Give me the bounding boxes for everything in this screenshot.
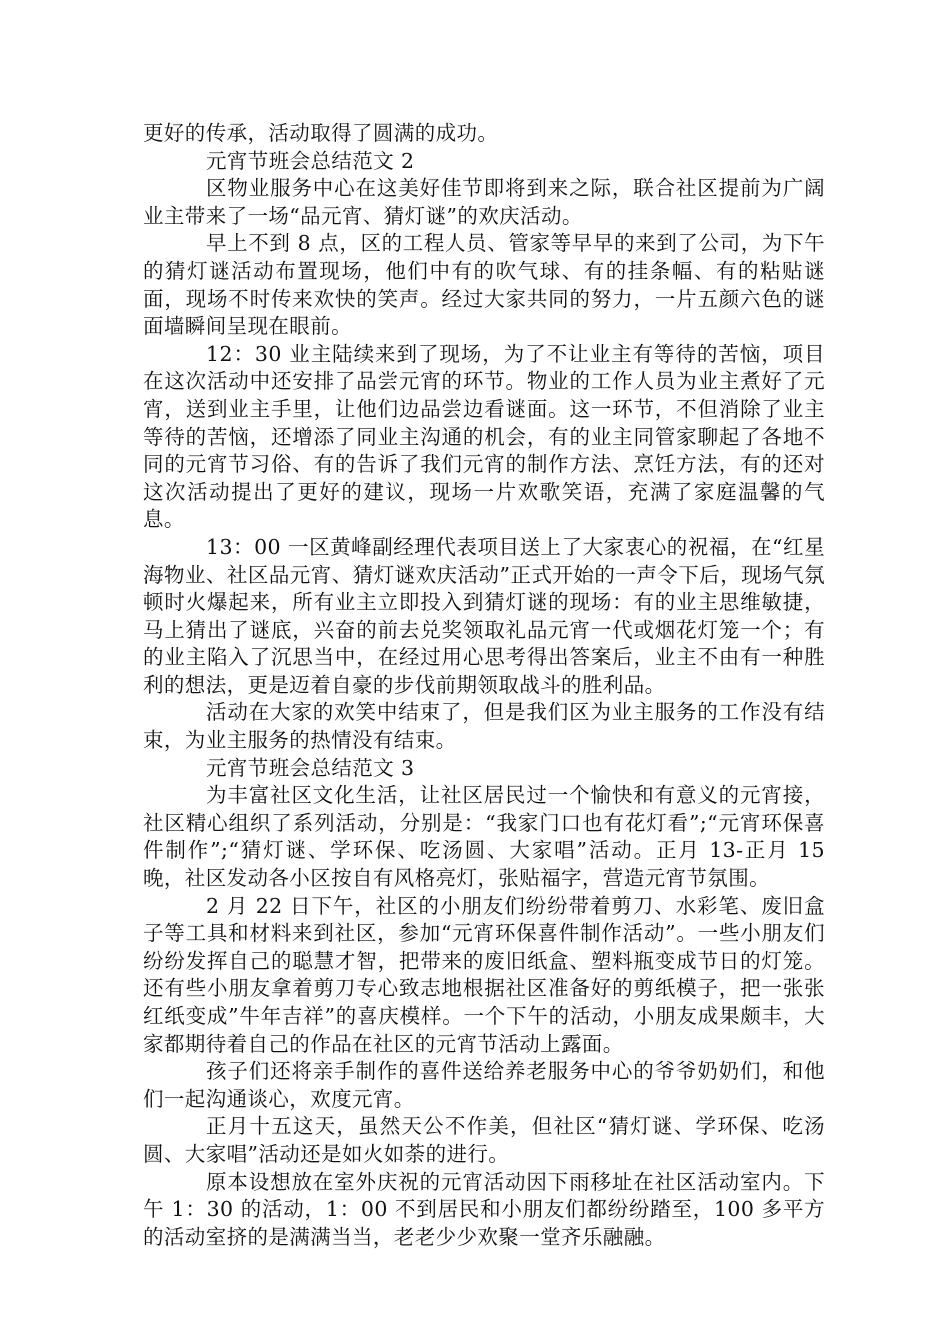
paragraph: 为丰富社区文化生活，让社区居民过一个愉快和有意义的元宵接，社区精心组织了系列活动，分别是：“我家门口也有花灯看”;“元宵环保喜件制作”;“猜灯谜、学环保、吃汤圆、大家唱”活动。正月 13-正月 15 晚，社区发动各小区按自有风格亮灯，张贴福字，营造元宵节氛围。 [143, 783, 825, 891]
paragraph: 原本设想放在室外庆祝的元宵活动因下雨移址在社区活动室内。下午 1：30 的活动，1：00 不到居民和小朋友们都纷纷踏至，100 多平方的活动室挤的是满满当当，老老少少欢聚一堂齐乐融融。 [143, 1169, 825, 1249]
paragraph-continuation: 更好的传承，活动取得了圆满的成功。 [143, 121, 499, 145]
paragraph: 活动在大家的欢笑中结束了，但是我们区为业主服务的工作没有结束，为业主服务的热情没有结束。 [143, 700, 825, 753]
paragraph: 区物业服务中心在这美好佳节即将到来之际，联合社区提前为广阔业主带来了一场“品元宵、猜灯谜”的欢庆活动。 [143, 176, 825, 228]
document-body [143, 120, 825, 1251]
paragraph: 12：30 业主陆续来到了现场，为了不让业主有等待的苦恼，项目在这次活动中还安排了品尝元宵的环节。物业的工作人员为业主煮好了元宵，送到业主手里，让他们边品尝边看谜面。这一环节，不但消除了业主等待的苦恼，还增添了同业主沟通的机会，有的业主同管家聊起了各地不同的元宵节习俗、有的告诉了我们元宵的制作方法、烹饪方法，有的还对这次活动提出了更好的建议，现场一片欢歌笑语，充满了家庭温馨的气息。 [143, 341, 825, 532]
section-heading-3: 元宵节班会总结范文 3 [206, 755, 415, 780]
paragraph: 早上不到 8 点，区的工程人员、管家等早早的来到了公司，为下午的猜灯谜活动布置现场，他们中有的吹气球、有的挂条幅、有的粘贴谜面，现场不时传来欢快的笑声。经过大家共同的努力，一片五颜六色的谜面墙瞬间呈现在眼前。 [143, 231, 825, 339]
section-heading-2: 元宵节班会总结范文 2 [206, 148, 415, 173]
paragraph: 孩子们还将亲手制作的喜件送给养老服务中心的爷爷奶奶们，和他们一起沟通谈心，欢度元宵。 [143, 1059, 825, 1111]
paragraph: 正月十五这天，虽然天公不作美，但社区“猜灯谜、学环保、吃汤圆、大家唱”活动还是如火如荼的进行。 [143, 1114, 825, 1166]
paragraph: 2 月 22 日下午，社区的小朋友们纷纷带着剪刀、水彩笔、废旧盒子等工具和材料来到社区，参加“元宵环保喜件制作活动”。一些小朋友们纷纷发挥自己的聪慧才智，把带来的废旧纸盒、塑料瓶变成节日的灯笼。还有些小朋友拿着剪刀专心致志地根据社区准备好的剪纸模子，把一张张红纸变成”牛年吉祥”的喜庆模样。一个下午的活动，小朋友成果颇丰，大家都期待着自己的作品在社区的元宵节活动上露面。 [143, 893, 825, 1056]
paragraph: 13：00 一区黄峰副经理代表项目送上了大家衷心的祝福，在“红星海物业、社区品元宵、猜灯谜欢庆活动”正式开始的一声令下后，现场气氛顿时火爆起来，所有业主立即投入到猜灯谜的现场：有的业主思维敏捷，马上猜出了谜底，兴奋的前去兑奖领取礼品元宵一代或烟花灯笼一个；有的业主陷入了沉思当中，在经过用心思考得出答案后，业主不由有一种胜利的想法，更是迈着自豪的步伐前期领取战斗的胜利品。 [143, 534, 825, 697]
